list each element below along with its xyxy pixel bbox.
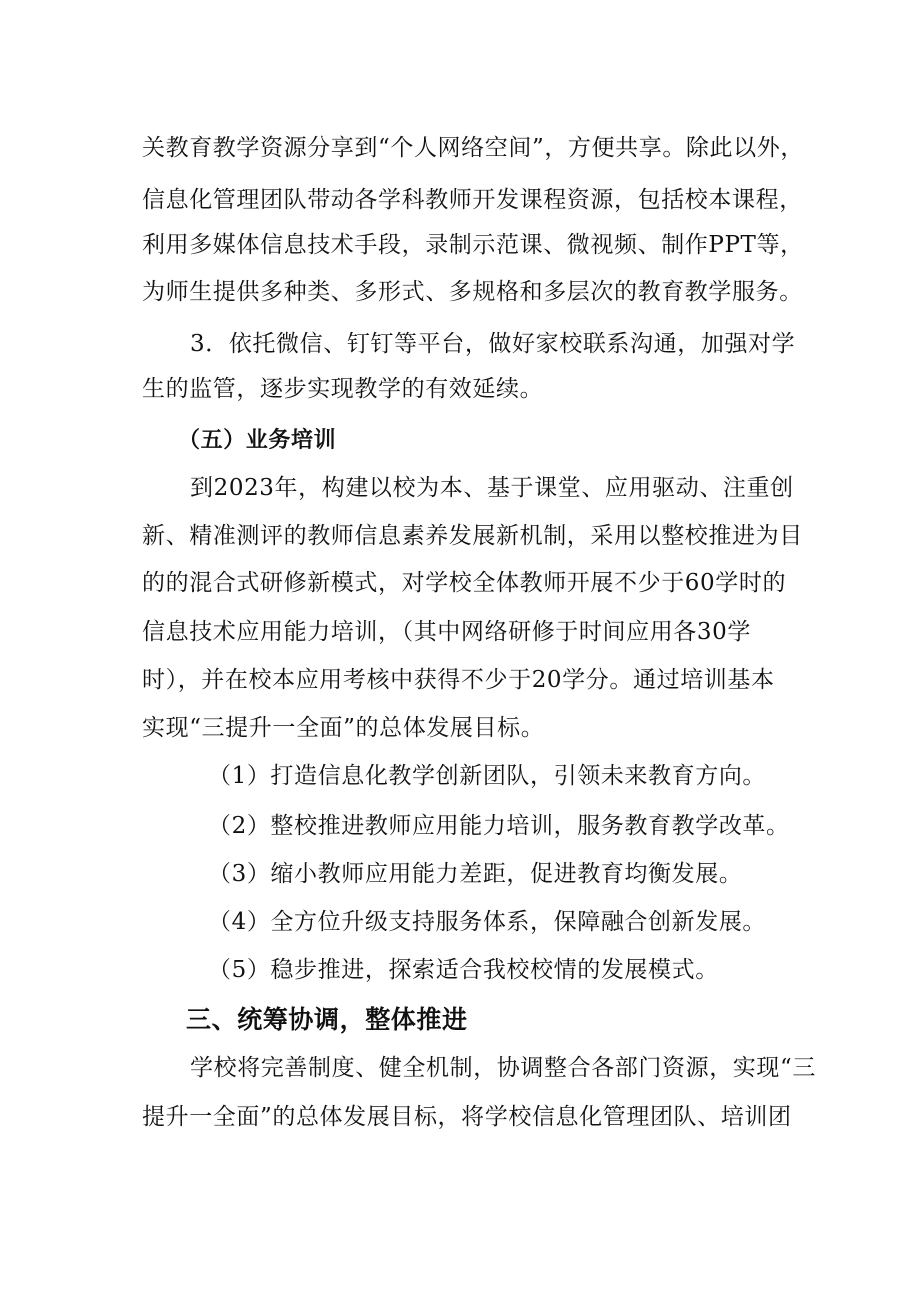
- list-item: （4）全方位升级支持服务体系，保障融合创新发展。: [208, 909, 767, 935]
- list-item: （3）缩小教师应用能力差距，促进教育均衡发展。: [208, 861, 743, 887]
- paragraph-line: 实现“三提升一全面”的总体发展目标。: [142, 715, 545, 741]
- list-item: （2）整校推进教师应用能力培训，服务教育教学改革。: [208, 813, 790, 839]
- paragraph-line: 信息技术应用能力培训，（其中网络研修于时间应用各30学: [142, 619, 751, 645]
- paragraph-line: 生的监管，逐步实现教学的有效延续。: [142, 376, 544, 402]
- paragraph-line: 关教育教学资源分享到“个人网络空间”，方便共享。除此以外，: [142, 135, 804, 161]
- paragraph-line: 时），并在校本应用考核中获得不少于20学分。通过培训基本: [142, 667, 775, 693]
- chapter-heading: 三、统筹协调，整体推进: [186, 1005, 468, 1034]
- paragraph-line: 为师生提供多种类、多形式、多规格和多层次的教育教学服务。: [142, 279, 803, 305]
- paragraph-line: 新、精准测评的教师信息素养发展新机制，采用以整校推进为目: [142, 523, 803, 549]
- paragraph-line: 的的混合式研修新模式，对学校全体教师开展不少于60学时的: [142, 570, 787, 596]
- paragraph-line: 到2023年，构建以校为本、基于课堂、应用驱动、注重创: [190, 475, 794, 501]
- list-item: （5）稳步推进，探索适合我校校情的发展模式。: [208, 957, 719, 983]
- paragraph-line: 3．依托微信、钉钉等平台，做好家校联系沟通，加强对学: [190, 331, 796, 357]
- paragraph-line: 信息化管理团队带动各学科教师开发课程资源，包括校本课程，: [142, 187, 803, 213]
- paragraph-line: 提升一全面”的总体发展目标，将学校信息化管理团队、培训团: [142, 1104, 792, 1130]
- section-heading: （五）业务培训: [178, 428, 337, 453]
- paragraph-line: 利用多媒体信息技术手段，录制示范课、微视频、制作PPT等，: [142, 232, 804, 258]
- list-item: （1）打造信息化教学创新团队，引领未来教育方向。: [208, 763, 767, 789]
- paragraph-line: 学校将完善制度、健全机制，协调整合各部门资源，实现“三: [190, 1055, 816, 1081]
